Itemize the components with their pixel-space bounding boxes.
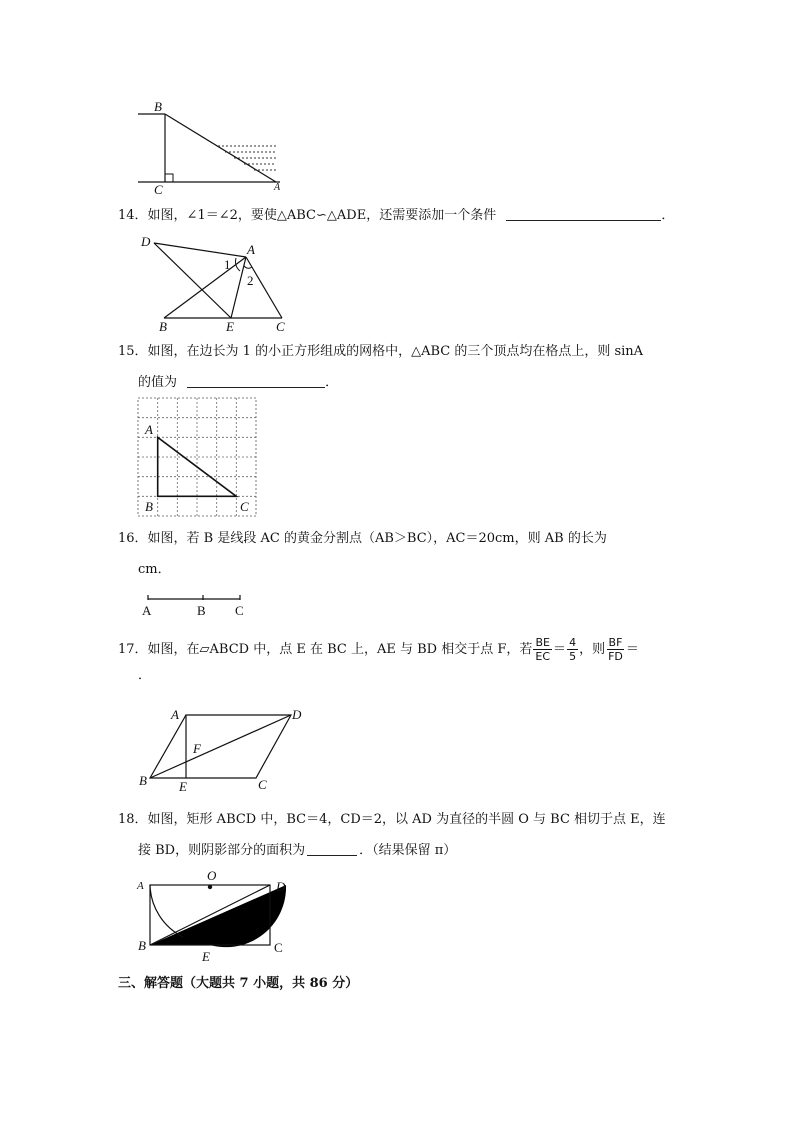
- q13-label-b: B: [154, 99, 162, 114]
- q16-label-b: B: [197, 603, 206, 618]
- q15-period: ．: [325, 375, 339, 390]
- q18-label-a: A: [137, 880, 144, 892]
- q14-label-e: E: [226, 319, 234, 334]
- q17-label-f: F: [193, 741, 201, 756]
- q15-line2: 的值为: [138, 375, 178, 390]
- q17-label-e: E: [179, 779, 187, 794]
- q15-answer-blank[interactable]: [187, 373, 325, 388]
- q13-label-a: A: [274, 182, 281, 193]
- q17-fraction-4-5: $\frac{4}{5}$: [569, 635, 577, 663]
- q18-answer-blank[interactable]: [307, 841, 357, 856]
- q17-fraction-be-ec: $\frac{BE}{EC}$: [535, 635, 551, 663]
- q16-line2: cm．: [138, 562, 171, 577]
- q14-label-b: B: [159, 319, 167, 334]
- q17-label-c: C: [258, 777, 267, 792]
- section-3-heading: 三、解答题（大题共 7 小题，共 86 分）: [118, 976, 359, 991]
- q17-label-d: D: [292, 707, 302, 722]
- question-16: [118, 523, 678, 585]
- q18-line2-end: ．（结果保留 π）: [359, 843, 457, 858]
- q17-fraction-bf-fd: $\frac{BF}{FD}$: [608, 635, 623, 663]
- q15-grid-figure: [136, 396, 261, 521]
- q17-text-mid: ，则: [579, 641, 606, 657]
- q15-number: 15．: [118, 344, 148, 359]
- question-18: [118, 804, 678, 866]
- q16-number: 16．: [118, 531, 148, 546]
- q14-number: 14．: [118, 208, 148, 223]
- q17-parallelogram-figure: [136, 705, 316, 795]
- q14-text: 如图，∠1＝∠2，要使△ABC∽△ADE，还需要添加一个条件: [147, 208, 497, 223]
- q14-label-a: A: [247, 242, 255, 257]
- q17-number: 17．: [118, 641, 148, 657]
- question-15: [118, 336, 678, 398]
- q17-line2: ．: [138, 668, 152, 683]
- q13-label-c: C: [154, 182, 163, 197]
- q15-line1: 如图，在边长为 1 的小正方形组成的网格中，△ABC 的三个顶点均在格点上，则 sinA: [147, 344, 644, 359]
- q17-label-a: A: [171, 707, 179, 722]
- q14-figure: [136, 232, 306, 332]
- q16-label-c: C: [235, 603, 244, 618]
- q17-text: 如图，在▱ABCD 中，点 E 在 BC 上，AE 与 BD 相交于点 F，若: [147, 641, 533, 657]
- q18-number: 18．: [118, 812, 148, 827]
- q18-label-o: O: [207, 868, 217, 883]
- q13-figure: [130, 98, 290, 198]
- q15-label-a: A: [145, 422, 153, 437]
- q18-label-d: D: [276, 879, 286, 894]
- q18-label-c: C: [274, 940, 283, 955]
- q16-label-a: A: [142, 603, 152, 618]
- q17-equals-2: ＝: [625, 641, 639, 657]
- q14-label-c: C: [276, 319, 285, 334]
- question-14: [118, 200, 678, 231]
- q17-equals-1: ＝: [553, 641, 567, 657]
- q18-line2: 接 BD，则阴影部分的面积为: [138, 843, 306, 858]
- q14-label-d: D: [141, 234, 151, 249]
- q16-line1: 如图，若 B 是线段 AC 的黄金分割点（AB＞BC），AC＝20cm，则 AB 的长为: [147, 531, 607, 546]
- q18-line1: 如图，矩形 ABCD 中，BC＝4，CD＝2，以 AD 为直径的半圆 O 与 BC 相切于点 E，连: [147, 812, 666, 827]
- q18-rectangle-figure: [136, 866, 296, 966]
- q15-label-b: B: [145, 499, 153, 514]
- q16-segment-figure: [136, 592, 256, 622]
- question-17: [118, 632, 678, 686]
- q14-label-angle1: 1: [224, 257, 231, 272]
- q17-label-b: B: [139, 773, 147, 788]
- q14-period: ．: [661, 208, 675, 223]
- q14-answer-blank[interactable]: [506, 206, 661, 221]
- q15-label-c: C: [240, 499, 249, 514]
- q14-label-angle2: 2: [247, 273, 254, 288]
- q18-label-b: B: [138, 938, 146, 953]
- q18-label-e: E: [202, 949, 210, 964]
